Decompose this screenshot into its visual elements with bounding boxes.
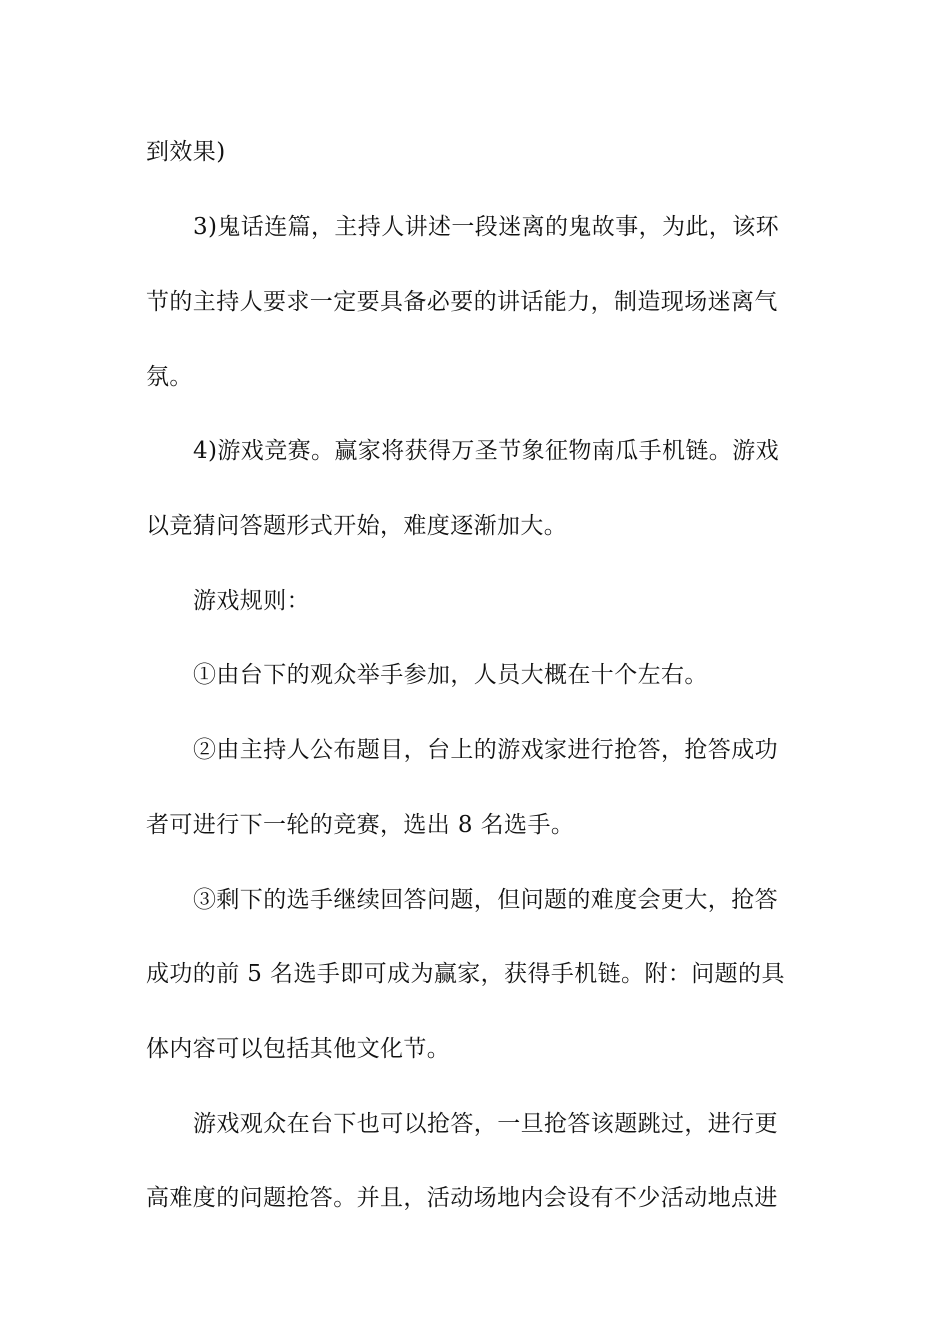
text-line: ①由台下的观众举手参加，人员大概在十个左右。 bbox=[193, 662, 708, 688]
text-line: 到效果) bbox=[146, 139, 226, 165]
text-line: 成功的前 5 名选手即可成为赢家，获得手机链。附：问题的具 bbox=[146, 961, 785, 987]
text-line: 以竞猜问答题形式开始，难度逐渐加大。 bbox=[146, 513, 568, 539]
text-line: 游戏规则： bbox=[193, 588, 310, 614]
text-line: ③剩下的选手继续回答问题，但问题的难度会更大，抢答 bbox=[193, 887, 778, 913]
text-line: 节的主持人要求一定要具备必要的讲话能力，制造现场迷离气 bbox=[146, 289, 778, 315]
text-line: 4)游戏竞赛。赢家将获得万圣节象征物南瓜手机链。游戏 bbox=[193, 438, 780, 464]
text-line: 3)鬼话连篇，主持人讲述一段迷离的鬼故事，为此，该环 bbox=[193, 214, 780, 240]
text-line: ②由主持人公布题目，台上的游戏家进行抢答，抢答成功 bbox=[193, 737, 778, 763]
text-line: 高难度的问题抢答。并且，活动场地内会设有不少活动地点进 bbox=[146, 1185, 778, 1211]
text-line: 体内容可以包括其他文化节。 bbox=[146, 1036, 451, 1062]
text-line: 氛。 bbox=[146, 364, 193, 390]
text-line: 者可进行下一轮的竞赛，选出 8 名选手。 bbox=[146, 812, 575, 838]
text-line: 游戏观众在台下也可以抢答，一旦抢答该题跳过，进行更 bbox=[193, 1111, 778, 1137]
